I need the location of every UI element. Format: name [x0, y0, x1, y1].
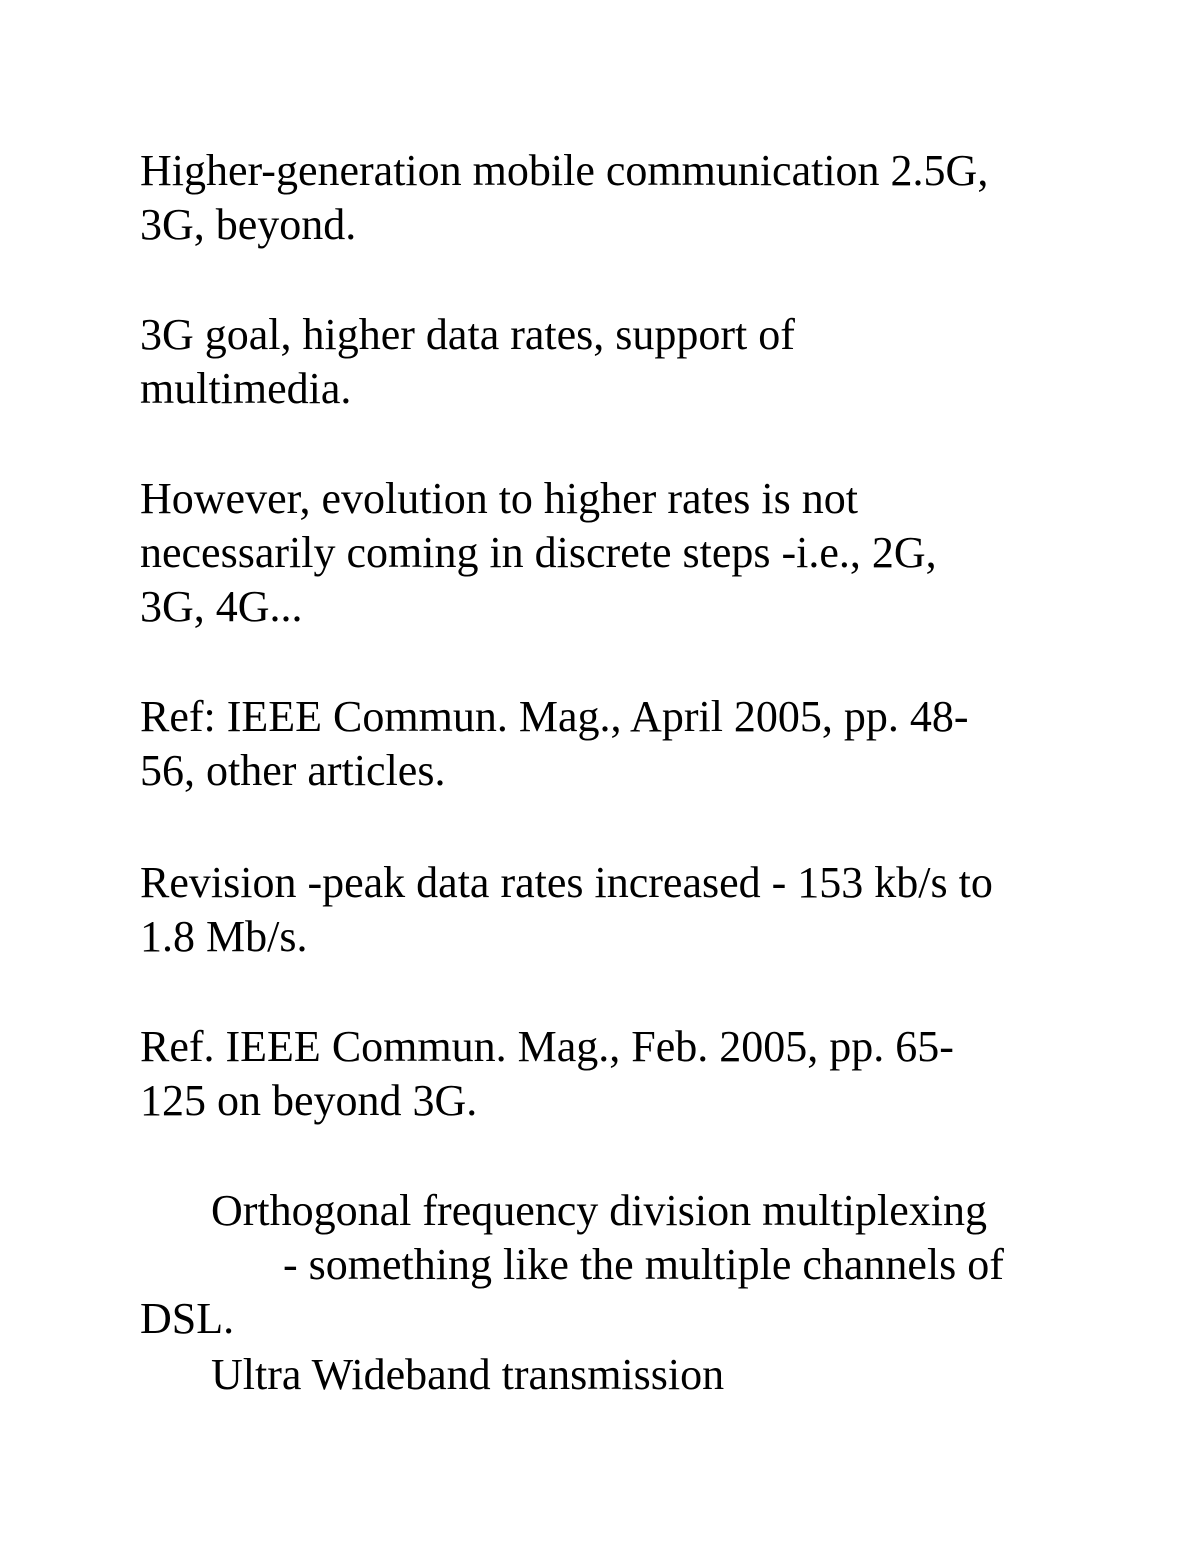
paragraph-3-line-2: necessarily coming in discrete steps -i.e., 2G,	[140, 528, 937, 577]
paragraph-6-line-2: 125 on beyond 3G.	[140, 1076, 478, 1125]
paragraph-7-line-2: - something like the multiple channels of	[283, 1240, 1004, 1289]
paragraph-7-line-4: Ultra Wideband transmission	[211, 1350, 725, 1399]
paragraph-7-line-1: Orthogonal frequency division multiplexing	[211, 1186, 987, 1235]
paragraph-5-line-1: Revision -peak data rates increased - 153 kb/s to	[140, 858, 993, 907]
paragraph-1-line-2: 3G, beyond.	[140, 200, 357, 249]
paragraph-4-line-2: 56, other articles.	[140, 746, 446, 795]
paragraph-3-line-1: However, evolution to higher rates is not	[140, 474, 858, 523]
paragraph-1-line-1: Higher-generation mobile communication 2.5G,	[140, 146, 989, 195]
paragraph-7-line-3: DSL.	[140, 1294, 235, 1343]
paragraph-6-line-1: Ref. IEEE Commun. Mag., Feb. 2005, pp. 65-	[140, 1022, 954, 1071]
paragraph-4-line-1: Ref: IEEE Commun. Mag., April 2005, pp. 48-	[140, 692, 969, 741]
paragraph-3-line-3: 3G, 4G...	[140, 582, 303, 631]
paragraph-5-line-2: 1.8 Mb/s.	[140, 912, 308, 961]
paragraph-2-line-2: multimedia.	[140, 364, 352, 413]
paragraph-2-line-1: 3G goal, higher data rates, support of	[140, 310, 795, 359]
